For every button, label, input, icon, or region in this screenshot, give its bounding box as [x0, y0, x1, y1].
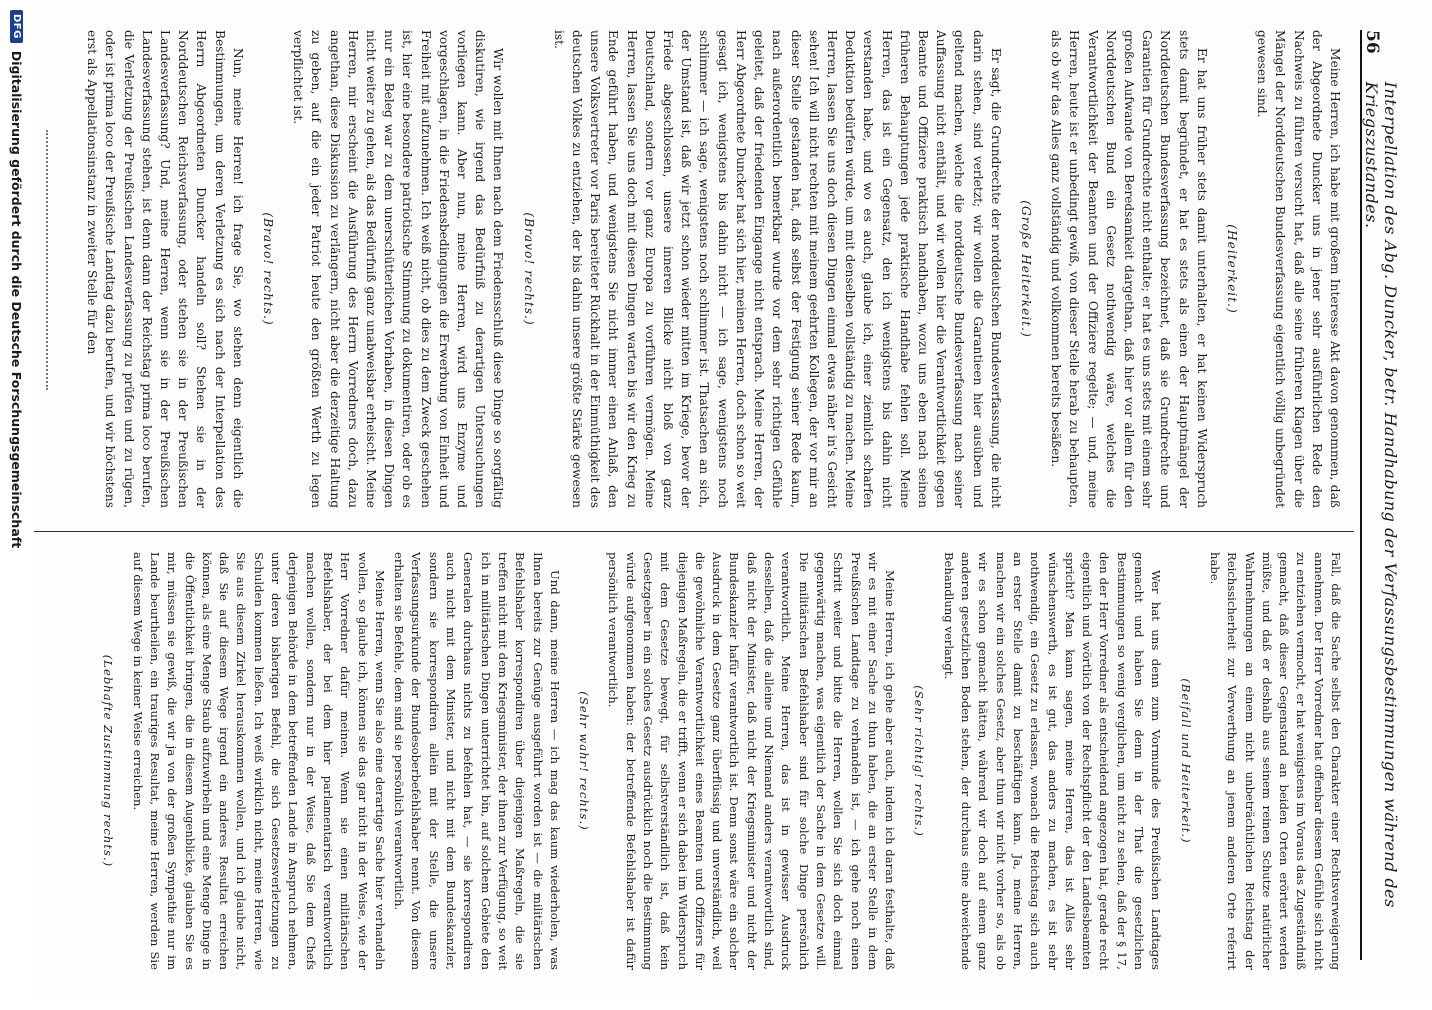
paragraph: Er sagt, die Grundrechte der norddeutschen Bundesverfassung, die nicht darin stehen, sind verletzt; wir wollen die Garantieen hier ausüben und geltend machen, welche die norddeutsche Bundesverfassung nach seiner Auffassung nicht enthält, und wir wollen hier die Verantwortlichkeit gegen Beamte und Offiziere praktisch handhaben, wozu uns eben nach seinen früheren Behauptungen jede praktische Handhabe fehlen soll. Meine Herren, das ist ein Gegensatz, den ich wenigstens bis dahin nicht verstanden habe, und wo es auch, glaube ich, einer ziemlich scharfen Deduktion bedürfen würde, um mit denselben vollständig zu machen. Meine Herren, lassen Sie uns doch diesen Dingen einmal etwas näher in's Gesicht sehen! Ich will nicht rechten mit meinem geehrten Kollegen, der vor mir an dieser Stelle gestanden hat, daß selbst der Festigung seiner Rede kaum, nach außerordentlich bemerkbar wurde vor dem sehr richtigen Gefühle geleitet, daß der friedenden Eingange nicht entsprach. Meine Herren, der Herr Abgeordnete Duncker hat sich hier, meinen Herren, doch schon so weit gesagt ich, wenigstens bis dahin nicht — ich sage, wenigstens noch schlimmer — ich sage, wenigstens noch schlimmer ist. Thatsachen an sich, der Umstand ist, daß wir jetzt schon wieder mitten im Kriege, bevor der Friede abgeschlossen, unsere inneren Blicke nicht bloß von ganz Deutschland, sondern vor ganz Europa zu vorführen vermögen. Meine Herren, lassen Sie uns doch mit diesen Dingen warten bis wir den Krieg zu Ende geführt haben, und wenigstens Sie nicht immer einen Anlaß, den unsere Volksvertreter vor Paris bereiteter Rückhalt in der Einmüthigkeit des deutschen Volkes zu entziehen, der bis dahin unsere größte Stärke gewesen ist. — [551, 30, 1003, 508]
audience-reaction: (Sehr richtig! rechts.) — [912, 685, 927, 837]
audience-reaction: (Beifall und Heiterkeit.) — [1178, 678, 1193, 844]
paragraph: Und dann, meine Herren — ich mag das kaum wiederholen, was Ihnen bereits zur Genüge ausgeführt worden ist — die militärischen Befehlshaber korrespondiren über diejenigen Maßregeln, die sie treffen nicht mit dem Kriegsminister, der ihnen zur Verfügung, so weit ich in militärischen Dingen unterrichtet bin, auf solchem Gebiete den Generalen durchaus nichts zu befehlen hat, — sie korrespondiren auch nicht mit dem Minister, und nicht mit dem Bundeskanzler, sondern sie korrespondiren allein mit der Stelle, die unsere Verfassungsurkunde der Bundesoberbefehlshaber nennt. Von diesem erhalten sie Befehle, dem sind sie persönlich verantwortlich. — [392, 552, 562, 970]
page-number: 56 — [1362, 30, 1382, 54]
scan-artifact-dotted-line — [46, 130, 48, 390]
paragraph: Meine Herren, wenn Sie also eine derartige Sache hier verhandeln wollen, so glaube ich, können sie das gar nicht in der Weise, wie der Herr Vorredner dafür meinen. Wenn sie einen militärischen Befehlshaber, der bei dem hier parlamentarisch verantwortlich machen wollen, sondern nur in der Weise, daß Sie dem Chefs derjenigen Behörde in dem betreffenden Lande in Anspruch nehmen, unter deren bisherigen Befehl, die sich Gesetzesverletzungen zu Schulden kommen ließen. Ich weiß wirklich nicht, meine Herren, wie Sie aus diesem Zirkel herauskommen wollen, und ich glaube nicht, daß Sie auf diesem Wege irgend ein anderes Resultat erreichen können, als eine Menge Staub aufzuwirbeln und eine Menge Dinge in die Öffentlichkeit bringen, die in diesem Augenblicke, glauben Sie es mir, müssen sie gewiß, die wir ja von der großen Sympathie nur im Lande beurtheilen, ein trauriges Resultat, meine Herren, werden Sie auf diesem Wege in keiner Weise erreichen. — [130, 552, 387, 970]
paragraph: Wer hat uns denn zum Vormunde des Preußischen Landtages gemacht und haben Sie denn in der That die gesetzlichen Bestimmungen so wenig verglichen, um nicht zu sehen, daß der § 17, den der Herr Vorredner als entscheidend angezogen hat, gerade recht eigentlich und wörtlich von der Rechtspflicht der den Landesbeamten spricht? Man kann sagen, meine Herren, das ist Alles sehr wünschenswerth, es ist gut, das anders zu machen, es ist sehr nothwendig, ein Gesetz zu erlassen, wonach die Reichstag sich auch an erster Stelle damit zu beschäftigen kann. Ja, meine Herren, machen wir ein solches Gesetz, aber thun wir nicht vorher so, als ob wir es schon gemacht hätten, während wir doch auf einem ganz anderen gesetzlichen Boden stehen, der durchaus eine abweichende Behandlung verlangt. — [941, 552, 1164, 970]
audience-reaction: (Bravo! rechts.) — [261, 212, 276, 326]
dfg-logo-icon: DFG — [11, 10, 24, 43]
paragraph: Meine Herren, ich habe mit großem Interesse Akt davon genommen, daß der Abgeordnete Duncker uns in jener sehr ausführlichen Rede den Nachweis zu führen versucht hat, daß alle seine früheren Klagen über die Mängel der Norddeutschen Bundesverfassung eigentlich völlig unbegründet gewesen sind. — [1255, 30, 1342, 508]
paragraph-continued: Fall, daß die Sache selbst den Charakter einer Rechtsverweigerung annehmen. Der Herr Vorredner hat offenbar diesem Gefühle sich nicht zu entziehen vermocht, er hat wenigstens im Voraus das Zugeständniß gemacht, daß dieser Gegenstand an beiden Orten erörtert werden müßte, und daß er deshalb aus seinem reinen Schutze natürlicher Wahrnehmungen an einem nicht unbeträchtlichen Reichstag der Reichssicherheit zur Verwerthung an jenem anderen Orte referirt habe. — [1207, 552, 1343, 970]
audience-reaction: (Bravo! rechts.) — [521, 212, 536, 326]
right-column — [87, 552, 1344, 970]
page-header — [1360, 30, 1400, 960]
running-title: Interpellation des Abg. Duncker, betr. Handhabung der Verfassungsbestimmungen während des Kriegszustandes. — [1362, 81, 1400, 908]
paragraph: Meine Herren, ich gehe aber auch, indem ich daran festhalte, daß wir es mit einer Sache zu thun haben, die an erster Stelle in dem Preußischen Landtage zu verhandeln ist, — ich gehe noch einen Schritt weiter und bitte die Herren, wollen Sie sich doch einmal gegenwärtig machen, was eigentlich der Sache in dem Gesetze will. Die militärischen Befehlshaber sind für solche Dinge persönlich verantwortlich. Meine Herren, das ist in gewisser Ausdruck desselben, daß die alleine und Niemand anders verantwortlich sind, daß nicht der Minister, daß nicht der Kriegsminister und nicht der Bundeskanzler hafür verantwortlich ist. Denn sonst wäre ein solcher Ausdruck in dem Gesetze ganz überflüssig und unverständlich, weil die gewöhnliche Verantwortlichkeit eines Beamten und Offiziers für diejenigen Maßregeln, die er trifft, wenn er sich dabei im Widerspruch mit dem Gesetze bewegt, für selbstverständlich ist, daß kein Gesetzgeber in ein solches Gesetz ausdrücklich noch die Bestimmung würde aufgenommen haben: der betreffende Befehlshaber ist dafür persönlich verantwortlich. — [606, 552, 898, 970]
paragraph: Wir wollen mit Ihnen nach dem Friedensschluß diese Dinge so sorgfältig diskutiren, wie irgend das Bedürfniß zu derartigen Untersuchungen vorliegen kann. Aber nun, meine Herren, wird uns Enzyme und vorgeschlagen, in die Friedensbedingungen die Erwerbung von Einheit und Freiheit mit aufzunehmen. Ich weiß nicht, ob dies zu dem Zweck geschehen ist, hier eine besondere patriotische Stimmung zu dokumentiren, oder ob es nur ein Beleg war zu dem unerschütterlichen Vorhaben, in diesen Dingen nicht weiter zu gehen, als das Bedürfniß ganz unabweisbar erheischt. Meine Herren, mir erscheint die Ausführung des Herrn Vorredners doch, dazu angethan, diese Diskussion zu verlängern, nicht aber die derzeitige Haltung zu geben, auf die ein jeder Patriot heute den größten Werth zu legen verpflichtet ist. — [291, 30, 506, 508]
audience-reaction: (Sehr wahr! rechts.) — [577, 691, 592, 831]
column-divider — [30, 531, 1354, 532]
audience-reaction: (Große Heiterkeit.) — [1018, 200, 1033, 338]
audience-reaction: (Lebhafte Zustimmung rechts.) — [101, 654, 116, 868]
digitization-credit — [0, 0, 34, 1010]
paragraph: Nun, meine Herren! ich frage Sie, wo stehen denn eigentlich die Bestimmungen, um deren Verletzung es sich nach der Interpellation des Herrn Abgeordneten Duncker handeln soll? Stehen sie in der Norddeutschen Reichsverfassung, oder stehen sie in der Preußischen Landesverfassung? Und, meine Herren, wenn sie in der Preußischen Landesverfassung stehen, ist denn dann der Reichstag prima loco berufen, die Verletzung der Preußischen Landesverfassung zu prüfen und zu rügen, oder ist prima loco der Preußische Landtag dazu berufen, und wir höchstens erst als Appellationsinstanz in zweiter Stelle für den — [85, 30, 245, 508]
audience-reaction: (Heiterkeit.) — [1224, 224, 1239, 314]
left-column — [81, 30, 1344, 508]
paragraph: Er hat uns früher stets damit unterhalten, er hat keinen Widerspruch stets damit begründet, er hat es stets als einen der Hauptmängel der Norddeutschen Bundesverfassung bezeichnet, daß sie Grundrechte und Garantien für Grundrechte nicht enthalte; er hat es uns stets mit einem sehr großen Aufwande von Beredsamkeit dargethan, daß hier vor allem für den Norddeutschen Bund ein Gesetz nothwendig wäre, welches die Verantwortlichkeit der Beamten und der Offiziere regelte; — und, meine Herren, heute ist er unbedingt gewiß, von dieser Stelle herab zu behaupten, als ob wir das Alles ganz vollständig und vollkommen bereits besäßen. — [1049, 30, 1209, 508]
credit-text: Digitalisierung gefördert durch die Deutsche Forschungsgemeinschaft — [9, 50, 25, 549]
